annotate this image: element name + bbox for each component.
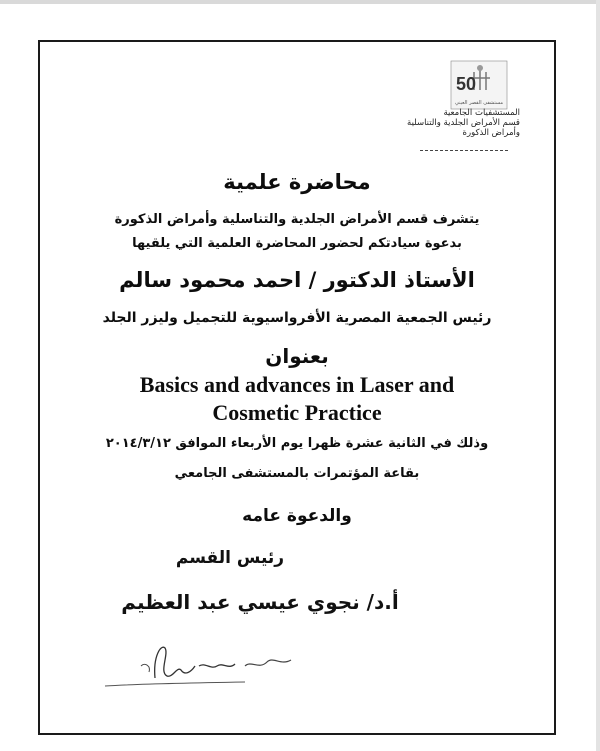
header-dashed-rule: [420, 150, 508, 151]
scan-edge-right: [596, 0, 600, 751]
lecture-time: وذلك في الثانية عشرة ظهرا يوم الأربعاء الموافق ٢٠١٤/٣/١٢: [105, 436, 489, 451]
handwritten-signature: [95, 636, 325, 696]
speaker-role: رئيس الجمعية المصرية الأفرواسيوية للتجميل وليزر الجلد: [102, 310, 492, 326]
lecture-title-line-2: Cosmetic Practice: [212, 400, 382, 425]
hospital-department-block: [390, 108, 520, 138]
department-head-name: أ.د/ نجوي عيسي عبد العظيم: [121, 590, 399, 614]
university-anniversary-logo: [450, 60, 508, 110]
logo-caption: مستشفى القصر العيني: [454, 100, 504, 106]
public-invitation: والدعوة عامه: [242, 506, 352, 526]
document-title: محاضرة علمية: [223, 170, 371, 194]
invitation-line-1: يتشرف قسم الأمراض الجلدية والتناسلية وأمراض الذكورة: [114, 212, 480, 227]
hospital-line: المستشفيات الجامعية: [443, 108, 520, 118]
hospital-line: وأمراض الذكورة: [462, 128, 520, 138]
scan-edge: [0, 0, 600, 4]
lecture-venue: بقاعة المؤتمرات بالمستشفى الجامعي: [174, 466, 420, 481]
logo-number: 50: [456, 74, 477, 94]
invitation-line-2: بدعوة سيادتكم لحضور المحاضرة العلمية التي يلقيها: [132, 236, 462, 251]
speaker-name: الأستاذ الدكتور / احمد محمود سالم: [119, 268, 475, 292]
hospital-line: قسم الأمراض الجلدية والتناسلية: [407, 118, 520, 128]
titled-label: بعنوان: [265, 344, 329, 368]
lecture-title-line-1: Basics and advances in Laser and: [139, 372, 455, 397]
department-head-title: رئيس القسم: [175, 548, 285, 568]
